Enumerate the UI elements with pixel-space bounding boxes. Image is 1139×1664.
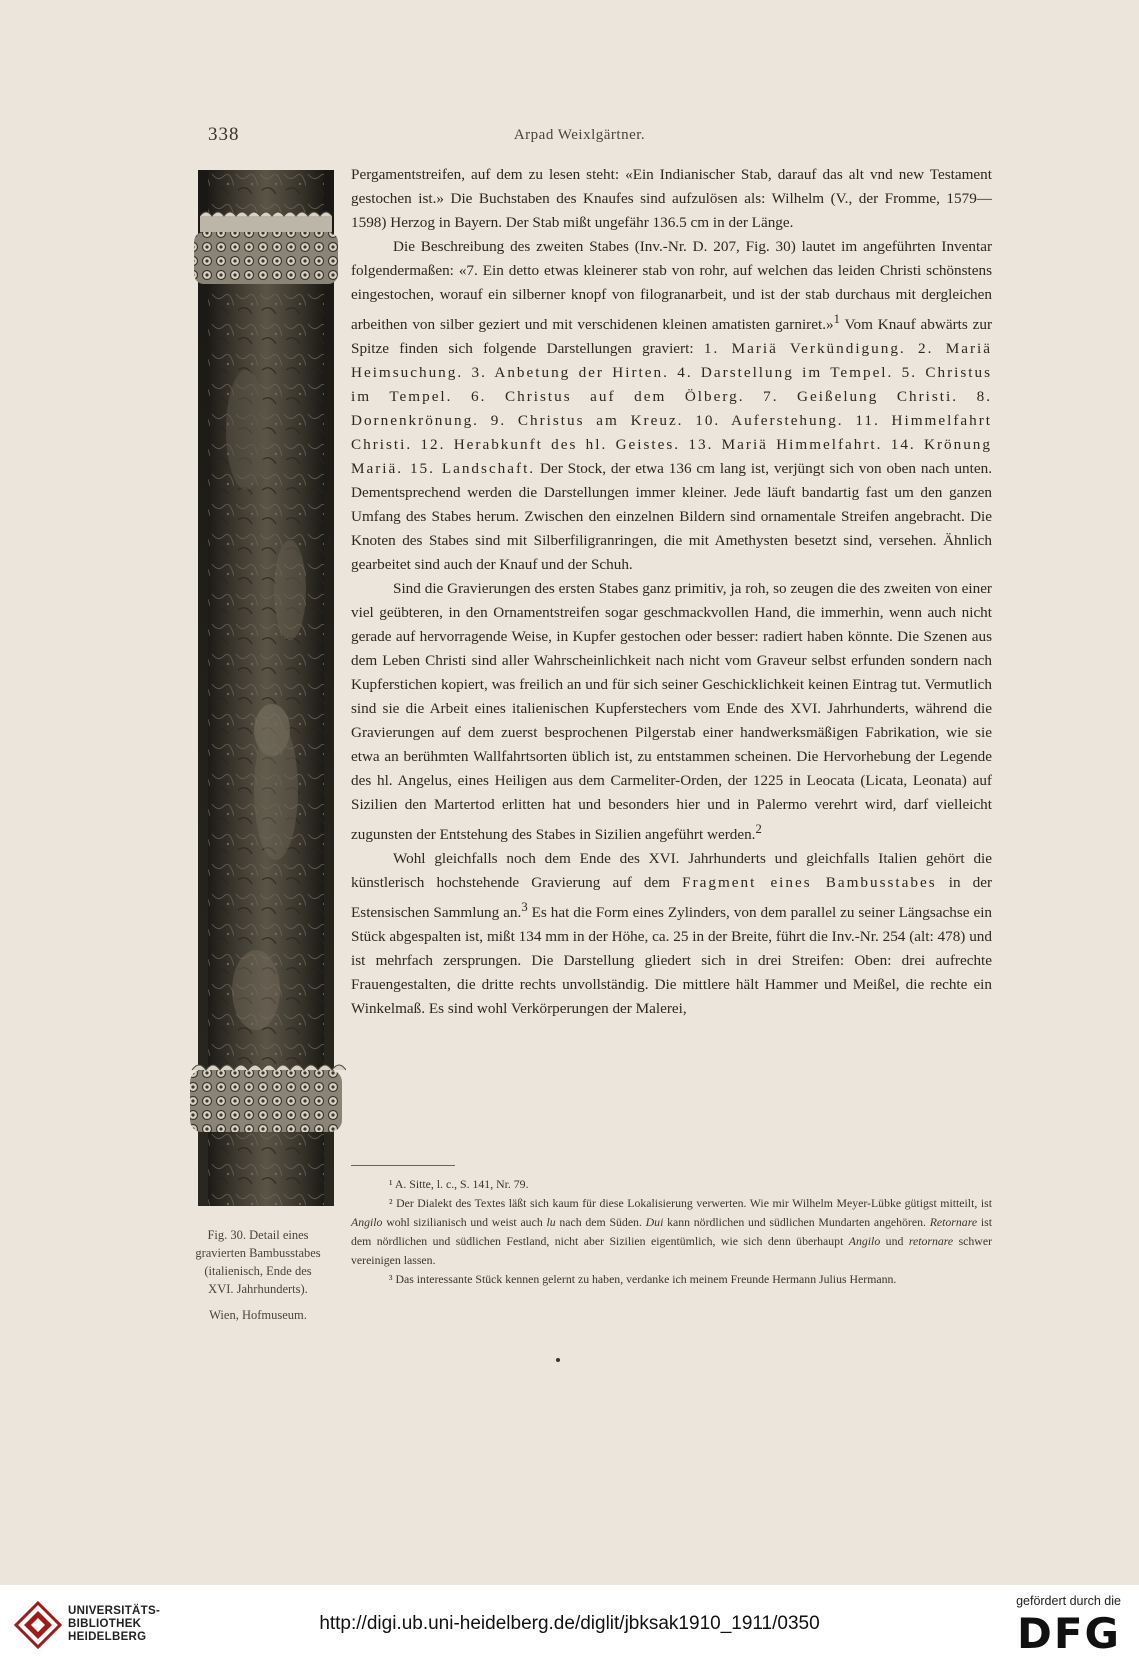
paragraph-2-text-b: Vom Knauf abwärts zur Spitze finden sich folgende Darstellungen graviert: — [351, 316, 993, 358]
caption-line: XVI. Jahrhunderts). — [208, 1282, 308, 1296]
funder-label: gefördert durch die — [1016, 1594, 1121, 1608]
body-text — [351, 163, 992, 1021]
footnote-rule — [351, 1165, 455, 1166]
source-url-link[interactable]: http://digi.ub.uni-heidelberg.de/diglit/jbksak1910_1911/0350 — [319, 1613, 820, 1634]
page-mark-dot — [556, 1358, 560, 1362]
paragraph-4-text-c: Es hat die Form eines Zylinders, von dem parallel zu seiner Längsachse ein Stück abgespalten ist, mißt 134 mm in der Höhe, ca. 25 in der Breite, führt die Inv.-Nr. 254 (alt: 478) und ist mehrfach zersprungen. Die Darstellung gliedert sich in drei Streifen: Oben: drei aufrechte Frauengestalten, die dritte rechts unvollständig. Die mittlere hält Hammer und Meißel, die rechte ein Winkelmaß. Es sind wohl Verkörperungen der Malerei, — [351, 904, 993, 1018]
caption-line: Fig. 30. Detail eines — [207, 1228, 309, 1242]
footnote-2-italic: Retornare — [929, 1215, 978, 1229]
paragraph-2-text-c: Der Stock, der etwa 136 cm lang ist, verjüngt sich von oben nach unten. Dementsprechend werden die Darstellungen immer kleiner. Jede läuft bandartig fast um den ganzen Umfang des Stabes herum. Zwischen den einzelnen Bildern sind ornamentale Streifen angebracht. Die Knoten des Stabes sind mit Silberfiligranringen, die mit Amethysten besetzt sind, versehen. Ähnlich gearbeitet sind auch der Knauf und der Schuh. — [351, 460, 992, 574]
footnotes — [351, 1175, 992, 1289]
library-name-line: BIBLIOTHEK — [68, 1618, 142, 1630]
paragraph-1: Pergamentstreifen, auf dem zu lesen steht: «Ein Indianischer Stab, darauf das alt vnd new Testament gestochen ist.» Die Buchstaben des Knaufes sind aufzulösen als: Wilhelm (V., der Fromme, 1579—1598) Herzog in Bayern. Der Stab mißt ungefähr 136.5 cm in der Länge. — [351, 166, 992, 231]
footnote-2-italic: Angilo — [848, 1234, 881, 1248]
paragraph-4-text-a: Wohl gleichfalls noch dem Ende des XVI. Jahrhunderts und gleichfalls Italien gehört die künstlerisch hochstehende Gravierung auf dem — [351, 850, 992, 892]
footnote-2-text: nach dem Süden. — [555, 1215, 646, 1229]
library-name-line: HEIDELBERG — [68, 1631, 147, 1643]
footnote-ref-1[interactable]: 1 — [833, 312, 840, 326]
caption-line: gravierten Bambusstabes — [195, 1246, 321, 1260]
paragraph-4-text-b: in der Estensischen Sammlung an. — [351, 874, 993, 922]
bottom-filigree-ring — [190, 1065, 346, 1132]
dfg-logo[interactable]: DFG — [1016, 1609, 1121, 1658]
paragraph-3 — [351, 577, 992, 847]
paragraph-2-text-a: Die Beschreibung des zweiten Stabes (Inv.-Nr. D. 207, Fig. 30) lautet im angeführten Inventar folgendermaßen: «7. Ein detto etwas kleinerer stab von rohr, auf welchen das leiden Christi schönstens eingestochen, worauf ein silberner knopf von filogranarbeit, und ist der stab durchaus mit dergleichen arbeithen von silber geziert und mit verschidenen kleinen amatisten garniret.» — [351, 238, 992, 334]
footnote-2-italic: lu — [546, 1215, 556, 1229]
paragraph-4-spaced-term: Fragment eines Bambusstabes — [682, 874, 937, 892]
footnote-2-italic: retornare — [908, 1234, 954, 1248]
paragraph-2 — [351, 235, 992, 577]
running-head-text: Arpad Weixlgärtner. — [513, 127, 646, 143]
figure-bamboo-staff — [186, 170, 346, 1210]
engraving-texture — [208, 170, 324, 1206]
paragraph-4 — [351, 847, 992, 1021]
caption-location: Wien, Hofmuseum. — [209, 1308, 307, 1322]
footnote-2-text: ist dem nördlichen und südlichen Festland, nicht aber Sizilien eigentümlich, wie sich denn überhaupt — [351, 1215, 992, 1248]
top-filigree-ring — [194, 212, 338, 284]
running-head — [0, 127, 1139, 144]
digitization-footer — [0, 1585, 1139, 1664]
footnote-ref-3[interactable]: 3 — [521, 900, 528, 915]
scene-list: 1. Mariä Verkündigung. 2. Mariä Heimsuchung. 3. Anbetung der Hirten. 4. Darstellung im Tempel. 5. Christus im Tempel. 6. Christus auf dem Ölberg. 7. Geißelung Christi. 8. Dornenkrönung. 9. Christus am Kreuz. 10. Auferstehung. 11. Himmelfahrt Christi. 12. Herabkunft des hl. Geistes. 13. Mariä Himmelfahrt. 14. Krönung Mariä. 15. Landschaft. — [351, 340, 992, 478]
figure-caption — [178, 1226, 338, 1324]
bamboo-staff-image — [186, 170, 346, 1210]
footnote-2-italic: Angilo — [351, 1215, 383, 1229]
footnote-2-text: kann nördlichen und südlichen Mundarten angehören. — [663, 1215, 930, 1229]
library-name-line: UNIVERSITÄTS- — [68, 1605, 161, 1617]
footnote-2-italic: Dui — [645, 1215, 664, 1229]
footnote-2-text: wohl sizilianisch und weist auch — [382, 1215, 547, 1229]
footnote-2 — [351, 1194, 992, 1270]
caption-line: (italienisch, Ende des — [204, 1264, 312, 1278]
footnote-2-text: ² Der Dialekt des Textes läßt sich kaum für diese Lokalisierung verwerten. Wie mir Wilhelm Meyer-Lübke gütigst mitteilt, ist — [389, 1196, 992, 1210]
footnote-2-text: schwer vereinigen lassen. — [351, 1234, 992, 1267]
footnote-ref-2[interactable]: 2 — [755, 822, 762, 837]
footnote-2-text: und — [880, 1234, 909, 1248]
page-number: 338 — [208, 124, 240, 145]
paragraph-3-text: Sind die Gravierungen des ersten Stabes ganz primitiv, ja roh, so zeugen die des zweiten von einer viel geübteren, in den Ornamentstreifen sogar geschmackvollen Hand, die immerhin, wenn auch nicht gerade auf hervorragende Weise, in Kupfer gestochen oder besser: radiert haben könnte. Die Szenen aus dem Leben Christi sind aller Wahrscheinlichkeit nach nicht vom Graveur selbst erfunden sondern nach Kupferstichen kopiert, was freilich an und für sich seiner Geschicklichkeit keinen Eintrag tut. Vermutlich sind sie die Arbeit eines italienischen Kupferstechers vom Ende des XVI. Jahrhunderts, während die Gravierungen auf dem zuerst besprochenen Pilgerstab einer handwerksmäßigen Fabrikation, wie sie etwa an berühmten Wallfahrtsorten üblich ist, zu entstammen scheinen. Die Hervorhebung der Legende des hl. Angelus, eines Heiligen aus dem Carmeliter-Orden, der 1225 in Leocata (Licata, Leonata) auf Sizilien den Martertod erlitten hat und besonders hier und in Palermo verehrt wird, darf vielleicht zugunsten der Entstehung des Stabes in Sizilien angeführt werden. — [351, 580, 992, 844]
footnote-3: ³ Das interessante Stück kennen gelernt zu haben, verdanke ich meinem Freunde Hermann Julius Hermann. — [389, 1272, 897, 1286]
footnote-1: ¹ A. Sitte, l. c., S. 141, Nr. 79. — [389, 1177, 529, 1191]
